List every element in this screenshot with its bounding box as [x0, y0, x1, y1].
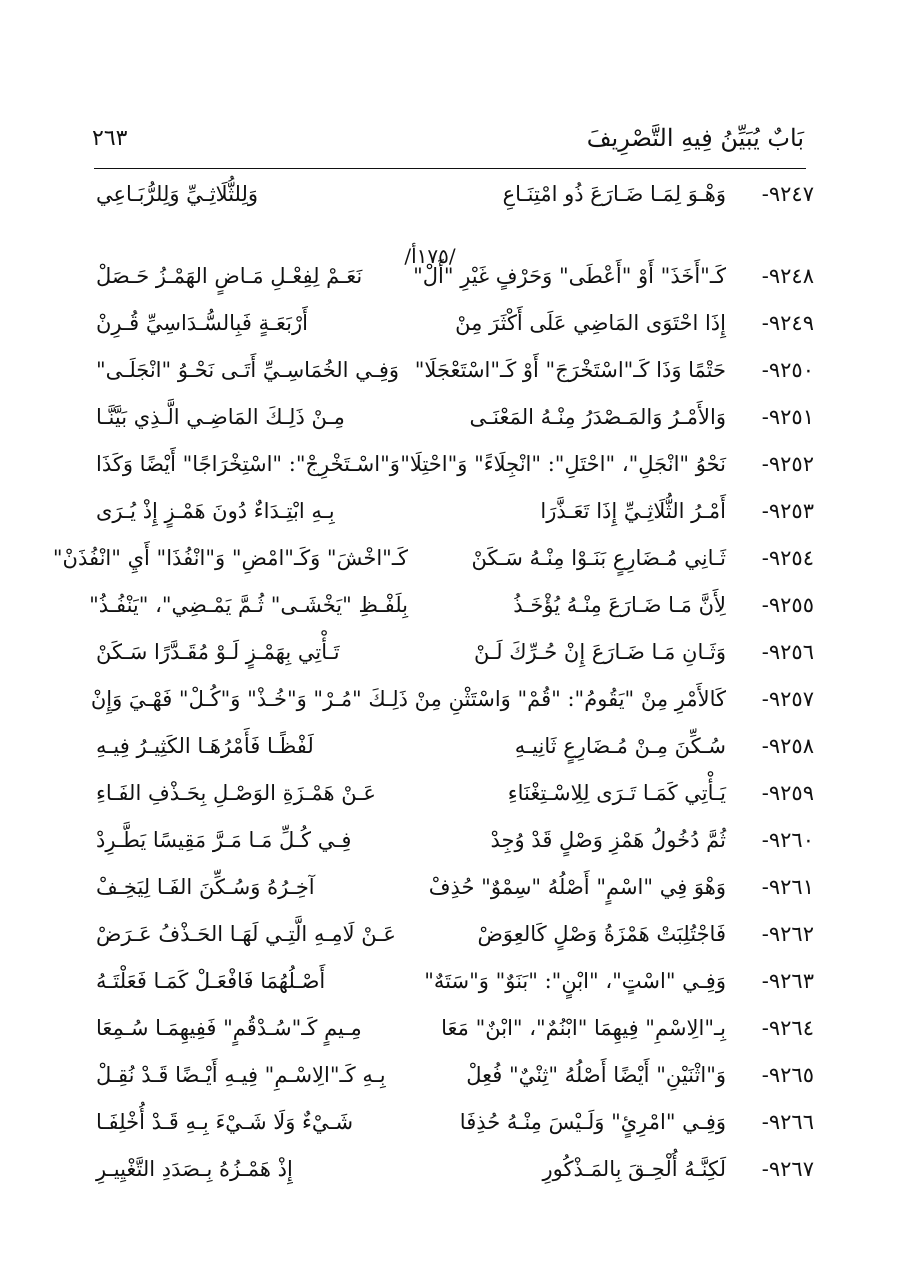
chapter-title: بَابٌ يُبَيِّنُ فِيهِ التَّصْرِيفَ	[586, 124, 804, 152]
verse-number: ٩٢٦٧-	[761, 1157, 814, 1181]
verse-line	[52, 546, 814, 586]
verse-first-hemistich: يَـأْتِي كَمَـا تَـرَى لِلِاسْـتِغْنَاءِ	[507, 781, 726, 805]
verse-line	[96, 452, 814, 492]
verse-first-hemistich: وَ"اثْنَيْنِ" أَيْضًا أَصْلُهُ "ثِنْيٌ" فُعِلْ	[466, 1063, 726, 1087]
verse-first-hemistich: إِذَا احْتَوَى المَاضِي عَلَى أَكْثَرَ مِنْ	[455, 311, 726, 335]
verse-number: ٩٢٥٦-	[761, 640, 814, 664]
verse-number: ٩٢٥١-	[761, 405, 814, 429]
verse-number: ٩٢٤٧-	[761, 182, 814, 206]
verse-number: ٩٢٥٣-	[761, 499, 814, 523]
verse-second-hemistich: وَلِلثُّلَاثِـيِّ وَلِلرُّبَـاعِي	[96, 182, 259, 206]
verse-second-hemistich: إِذْ هَمْـزُهُ بِـصَدَدِ التَّغْيِيـرِ	[96, 1157, 293, 1181]
verse-number: ٩٢٥٠-	[761, 358, 814, 382]
verse-first-hemistich: وَفِـي "امْرِئٍ" وَلَـيْسَ مِنْـهُ حُذِفَا	[459, 1110, 726, 1134]
verse-second-hemistich: ذَلِـكَ "مُـرْ" وَ"خُـذْ" وَ"كُـلْ" فَهْـيَ وَإِنْ	[90, 687, 408, 711]
verse-number: ٩٢٦١-	[761, 875, 814, 899]
verse-first-hemistich: فَاجْتُلِبَتْ هَمْزَةُ وَصْلٍ كَالعِوَضْ	[477, 922, 726, 946]
header-divider	[94, 168, 806, 169]
verse-second-hemistich: عَـنْ هَمْـزَةِ الوَصْـلِ بِحَـذْفِ الفَـاءِ	[96, 781, 376, 805]
verse-second-hemistich: بِـهِ كَـ"الِاسْـمِ" فِيـهِ أَيْـضًا قَـدْ نُقِـلْ	[96, 1063, 386, 1087]
verse-second-hemistich: مِـنْ ذَلِـكَ المَاضِـي الَّـذِي بَيَّنَّـا	[96, 405, 345, 429]
verse-first-hemistich: وَالأَمْـرُ وَالمَـصْدَرُ مِنْـهُ المَعْنَـى	[469, 405, 726, 429]
verse-line	[96, 875, 814, 915]
verse-number: ٩٢٥٨-	[761, 734, 814, 758]
verse-first-hemistich: بِـ"الِاسْمِ" فِيهِمَا "ابْنُمٌ"، "ابْنٌ" مَعَا	[441, 1016, 726, 1040]
page-number: ٢٦٣	[92, 126, 128, 151]
verse-line	[96, 640, 814, 680]
verse-number: ٩٢٥٢-	[761, 452, 814, 476]
verse-number: ٩٢٦٢-	[761, 922, 814, 946]
verse-number: ٩٢٥٥-	[761, 593, 814, 617]
verse-first-hemistich: كَـ"أَخَذَ" أَوْ "أَعْطَى" وَحَرْفٍ غَيْرِ "أَلْ"	[413, 264, 726, 288]
verse-second-hemistich: لَفْظًـا فَأَمْرُهَـا الكَثِيـرُ فِيـهِ	[96, 734, 314, 758]
verse-number: ٩٢٦٥-	[761, 1063, 814, 1087]
verse-second-hemistich: تَـأْتِي بِهَمْـزٍ لَـوْ مُقَـدَّرًا سَـكَنْ	[96, 640, 340, 664]
verse-line	[96, 499, 814, 539]
verse-second-hemistich: آخِـرُهُ وَسُـكِّنَ الفَـا لِيَخِـفْ	[96, 875, 315, 899]
verse-second-hemistich: أَصْـلُهُمَا فَافْعَـلْ كَمَـا فَعَلْتَـهُ	[96, 969, 326, 993]
verse-line	[96, 405, 814, 445]
page-header	[92, 124, 804, 160]
verse-first-hemistich: ثُمَّ دُخُولُ هَمْزِ وَصْلٍ قَدْ وُجِدْ	[490, 828, 726, 852]
verse-number: ٩٢٦٠-	[761, 828, 814, 852]
verse-number: ٩٢٥٩-	[761, 781, 814, 805]
verse-first-hemistich: وَهْوَ فِي "اسْمٍ" أَصْلُهُ "سِمْوٌ" حُذِفْ	[428, 875, 726, 899]
verse-line	[96, 781, 814, 821]
verse-first-hemistich: كَالأَمْرِ مِنْ "يَقُومُ": "قُمْ" وَاسْتَثْنِ مِنْ	[414, 687, 726, 711]
verse-first-hemistich: وَهْـوَ لِمَـا ضَـارَعَ ذُو امْتِنَـاعِ	[502, 182, 726, 206]
verse-line	[90, 687, 814, 727]
verse-number: ٩٢٦٣-	[761, 969, 814, 993]
verse-line	[96, 1157, 814, 1197]
verse-second-hemistich: نَعَـمْ لِفِعْـلِ مَـاضٍ الهَمْـزُ حَـصَلْ	[96, 264, 363, 288]
verse-first-hemistich: لِأَنَّ مَـا ضَـارَعَ مِنْـهُ يُؤْخَـذُ	[513, 593, 726, 617]
verse-second-hemistich: بِـهِ ابْتِـدَاءٌ دُونَ هَمْـزٍ إِذْ يُـرَى	[96, 499, 335, 523]
verse-line	[96, 1016, 814, 1056]
verse-second-hemistich: أَرْبَعَـةٍ فَبِالسُّـدَاسِيِّ قُـرِنْ	[96, 311, 308, 335]
verse-line	[96, 922, 814, 962]
verse-first-hemistich: وَثَـانِ مَـا ضَـارَعَ إِنْ حُـرِّكَ لَـنْ	[473, 640, 726, 664]
folio-marker: /١٧٥أ/	[404, 244, 456, 268]
verse-line	[96, 182, 814, 222]
verse-first-hemistich: نَحْوُ "انْجَلِ"، "احْتَلِ": "انْجِلَاءً" وَ"احْتِلَا"	[400, 452, 726, 476]
verse-second-hemistich: كَـ"اخْشَ" وَكَـ"امْضِ" وَ"انْفُذَا" أَيِ "انْفُذَنْ"	[52, 546, 408, 570]
verse-line	[96, 264, 814, 304]
verse-line	[89, 593, 814, 633]
verse-line	[96, 1110, 814, 1150]
verse-second-hemistich: شَـيْءٌ وَلَا شَـيْءَ بِـهِ قَـدْ أُخْلِفَـا	[96, 1110, 354, 1134]
verse-line	[96, 358, 814, 398]
verse-number: ٩٢٦٤-	[761, 1016, 814, 1040]
verse-number: ٩٢٥٧-	[761, 687, 814, 711]
verse-second-hemistich: بِلَفْـظِ "يَخْشَـى" ثُـمَّ يَمْـضِي"، "يَنْفُـذُ"	[89, 593, 408, 617]
verse-second-hemistich: عَـنْ لَامِـهِ الَّتِـي لَهَـا الحَـذْفُ عَـرَضْ	[96, 922, 396, 946]
verse-line	[96, 311, 814, 351]
verse-second-hemistich: وَ"اسْـتَخْرِجْ": "اسْتِخْرَاجًا" أَيْضًا وَكَذَا	[96, 452, 400, 476]
verse-second-hemistich: وَفِـي الخُمَاسِـيِّ أَتَـى نَحْـوُ "انْجَلَـى"	[96, 358, 400, 382]
verse-second-hemistich: فِـي كُـلِّ مَـا مَـرَّ مَقِيسًا يَطَّـرِدْ	[96, 828, 352, 852]
verse-first-hemistich: وَفِـي "اسْتٍ"، "ابْنٍ": "بَنَوٌ" وَ"سَتَهٌ"	[424, 969, 726, 993]
verse-line	[96, 828, 814, 868]
verse-first-hemistich: سُـكِّنَ مِـنْ مُـضَارِعٍ ثَانِيـهِ	[514, 734, 726, 758]
verse-number: ٩٢٤٨-	[761, 264, 814, 288]
verse-number: ٩٢٦٦-	[761, 1110, 814, 1134]
verse-second-hemistich: مِـيمٍ كَـ"سُـدْقُمٍ" فَفِيهِمَـا سُـمِعَا	[96, 1016, 362, 1040]
verse-first-hemistich: حَتْمًا وَذَا كَـ"اسْتَخْرَجَ" أَوْ كَـ"اسْتَعْجَلَا"	[414, 358, 726, 382]
verse-line	[96, 734, 814, 774]
verse-number: ٩٢٥٤-	[761, 546, 814, 570]
verse-line	[96, 1063, 814, 1103]
verse-first-hemistich: لَكِنَّـهُ أُلْحِـقَ بِالمَـذْكُورِ	[542, 1157, 726, 1181]
verse-first-hemistich: أَمْـرُ الثُّلَاثِـيِّ إِذَا تَعَـذَّرَا	[540, 499, 726, 523]
verse-line	[96, 969, 814, 1009]
verse-number: ٩٢٤٩-	[761, 311, 814, 335]
verse-first-hemistich: ثَـانِي مُـضَارِعٍ بَنَـوْا مِنْـهُ سَـكَنْ	[471, 546, 726, 570]
